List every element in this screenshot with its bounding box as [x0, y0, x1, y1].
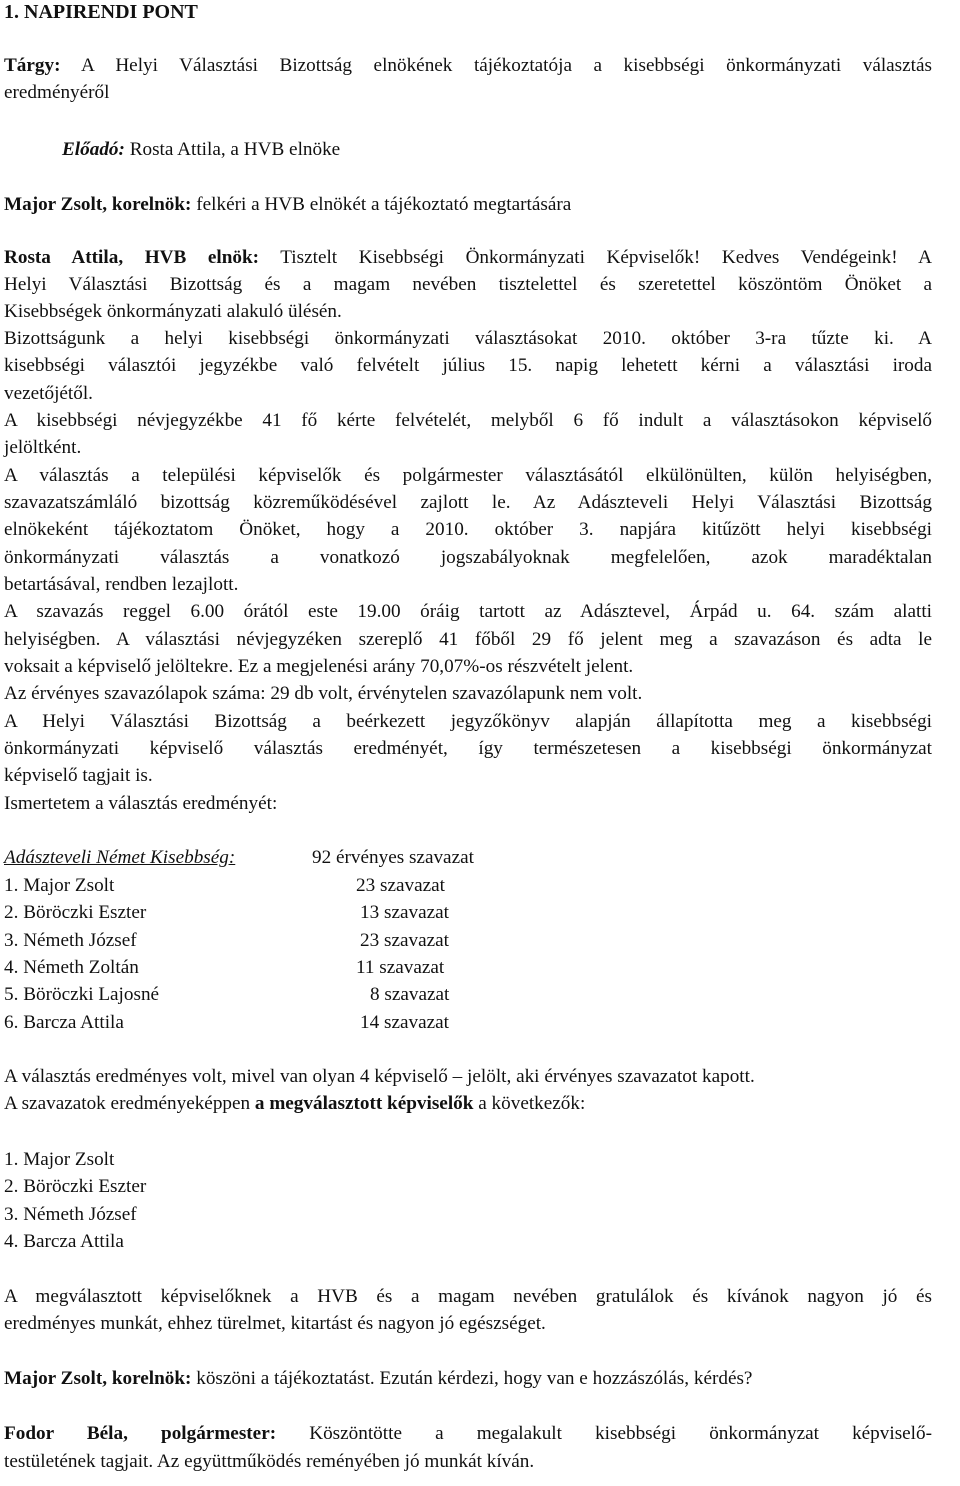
- presenter-label: Előadó:: [62, 139, 125, 160]
- outcome-line-2: [4, 1094, 585, 1113]
- agenda-heading: 1. NAPIRENDI PONT: [4, 1, 198, 23]
- presenter-text: Rosta Attila, a HVB elnöke: [129, 139, 341, 160]
- rosta-line-16: voksait a képviselő jelöltekre. Ez a megjelenési arány 70,07%-os részvételt jelent.: [4, 656, 634, 677]
- speech-text: Köszöntötte a megalakult kisebbségi önkormányzat képviselő-: [309, 1423, 932, 1444]
- candidate-name: 5. Böröczki Lajosné: [4, 984, 160, 1005]
- elected-item: 4. Barcza Attila: [4, 1231, 124, 1252]
- rosta-line-18: A Helyi Választási Bizottság a beérkezett jegyzőkönyv alapján állapította meg a kisebbségi: [4, 711, 932, 732]
- candidate-votes: 8 szavazat: [370, 984, 450, 1005]
- speech-text: felkéri a HVB elnökét a tájékoztató megtartására: [196, 194, 572, 215]
- rosta-line-10: szavazatszámláló bizottság közreműködésével zajlott le. Az Adászteveli Helyi Választási Bizottság: [4, 492, 932, 513]
- rosta-line-3: Kisebbségek önkormányzati alakuló ülésén.: [4, 301, 342, 322]
- chair-thanks: [4, 1369, 752, 1388]
- speaker-label: Major Zsolt, korelnök:: [4, 194, 192, 215]
- candidate-votes: 13 szavazat: [360, 902, 449, 923]
- speech-text: köszöni a tájékoztatást. Ezután kérdezi, hogy van e hozzászólás, kérdés?: [196, 1368, 753, 1389]
- subject-line-2: eredményéről: [4, 82, 110, 103]
- rosta-line-5: kisebbségi választói jegyzékbe való felvételt július 15. napig lehetett kérni a választási iroda: [4, 355, 932, 376]
- subject-line: [4, 56, 932, 75]
- speaker-label: Fodor Béla, polgármester:: [4, 1423, 277, 1444]
- congrats-line-2: eredményes munkát, ehhez türelmet, kitartást és nagyon jó egészséget.: [4, 1313, 546, 1334]
- elected-item: 2. Böröczki Eszter: [4, 1176, 147, 1197]
- speech-text: Tisztelt Kisebbségi Önkormányzati Képviselők! Kedves Vendégeink! A: [280, 247, 932, 268]
- mayor-line-1: [4, 1424, 932, 1443]
- outcome-text: A szavazatok eredményeképpen: [4, 1093, 251, 1114]
- subject-text: A Helyi Választási Bizottság elnökének tájékoztatója a kisebbségi önkormányzati választás: [80, 55, 932, 76]
- candidate-name: 4. Németh Zoltán: [4, 957, 139, 978]
- rosta-line-4: Bizottságunk a helyi kisebbségi önkormányzati választásokat 2010. október 3-ra tűzte ki. A: [4, 328, 932, 349]
- results-header: [4, 848, 235, 867]
- mayor-line-2: testületének tagjait. Az együttműködés reményében jó munkát kíván.: [4, 1451, 535, 1472]
- subject-label: Tárgy:: [4, 55, 61, 76]
- candidate-name: 6. Barcza Attila: [4, 1012, 124, 1033]
- rosta-line-12: önkormányzati választás a vonatkozó jogszabályoknak megfelelően, azok maradéktalan: [4, 547, 932, 568]
- candidate-votes: 23 szavazat: [356, 875, 445, 896]
- presenter-line: [62, 140, 340, 159]
- congrats-line-1: A megválasztott képviselőknek a HVB és a magam nevében gratulálok és kívánok nagyon jó és: [4, 1286, 932, 1307]
- results-total: 92 érvényes szavazat: [312, 847, 474, 868]
- rosta-line-15: helyiségben. A választási névjegyzéken szereplő 41 főből 29 fő jelent meg a szavazáson és adta le: [4, 629, 932, 650]
- rosta-line-20: képviselő tagjait is.: [4, 765, 153, 786]
- rosta-line-8: jelöltként.: [4, 437, 82, 458]
- rosta-line-11: elnökeként tájékoztatom Önöket, hogy a 2010. október 3. napjára kitűzött helyi kisebbségi: [4, 519, 932, 540]
- elected-item: 3. Németh József: [4, 1204, 137, 1225]
- rosta-line-6: vezetőjétől.: [4, 383, 93, 404]
- candidate-votes: 23 szavazat: [360, 930, 449, 951]
- speaker-label: Major Zsolt, korelnök:: [4, 1368, 192, 1389]
- rosta-line-19: önkormányzati képviselő választás eredményét, így természetesen a kisebbségi önkormányzat: [4, 738, 932, 759]
- rosta-line-21: Ismertetem a választás eredményét:: [4, 793, 278, 814]
- rosta-line-1: [4, 248, 932, 267]
- rosta-line-2: Helyi Választási Bizottság és a magam nevében tisztelettel és szeretettel köszöntöm Önöket a: [4, 274, 932, 295]
- speaker-label: Rosta Attila, HVB elnök:: [4, 247, 260, 268]
- candidate-name: 3. Németh József: [4, 930, 137, 951]
- chair-request: [4, 195, 571, 214]
- rosta-line-13: betartásával, rendben lezajlott.: [4, 574, 239, 595]
- rosta-line-14: A szavazás reggel 6.00 órától este 19.00 óráig tartott az Adásztevel, Árpád u. 64. szám alatti: [4, 601, 932, 622]
- rosta-line-9: A választás a települési képviselők és polgármester választásától elkülönülten, külön helyiségben,: [4, 465, 932, 486]
- results-label: Adászteveli Német Kisebbség:: [4, 847, 236, 868]
- candidate-votes: 11 szavazat: [356, 957, 445, 978]
- candidate-name: 1. Major Zsolt: [4, 875, 115, 896]
- elected-item: 1. Major Zsolt: [4, 1149, 115, 1170]
- rosta-line-7: A kisebbségi névjegyzékbe 41 fő kérte felvételét, melyből 6 fő indult a választásokon képviselő: [4, 410, 932, 431]
- outcome-bold: a megválasztott képviselők: [254, 1093, 474, 1114]
- rosta-line-17: Az érvényes szavazólapok száma: 29 db volt, érvénytelen szavazólapunk nem volt.: [4, 683, 643, 704]
- candidate-votes: 14 szavazat: [360, 1012, 449, 1033]
- candidate-name: 2. Böröczki Eszter: [4, 902, 147, 923]
- outcome-line-1: A választás eredményes volt, mivel van olyan 4 képviselő – jelölt, aki érvényes szavazatot kapott.: [4, 1066, 755, 1087]
- outcome-text: a következők:: [478, 1093, 586, 1114]
